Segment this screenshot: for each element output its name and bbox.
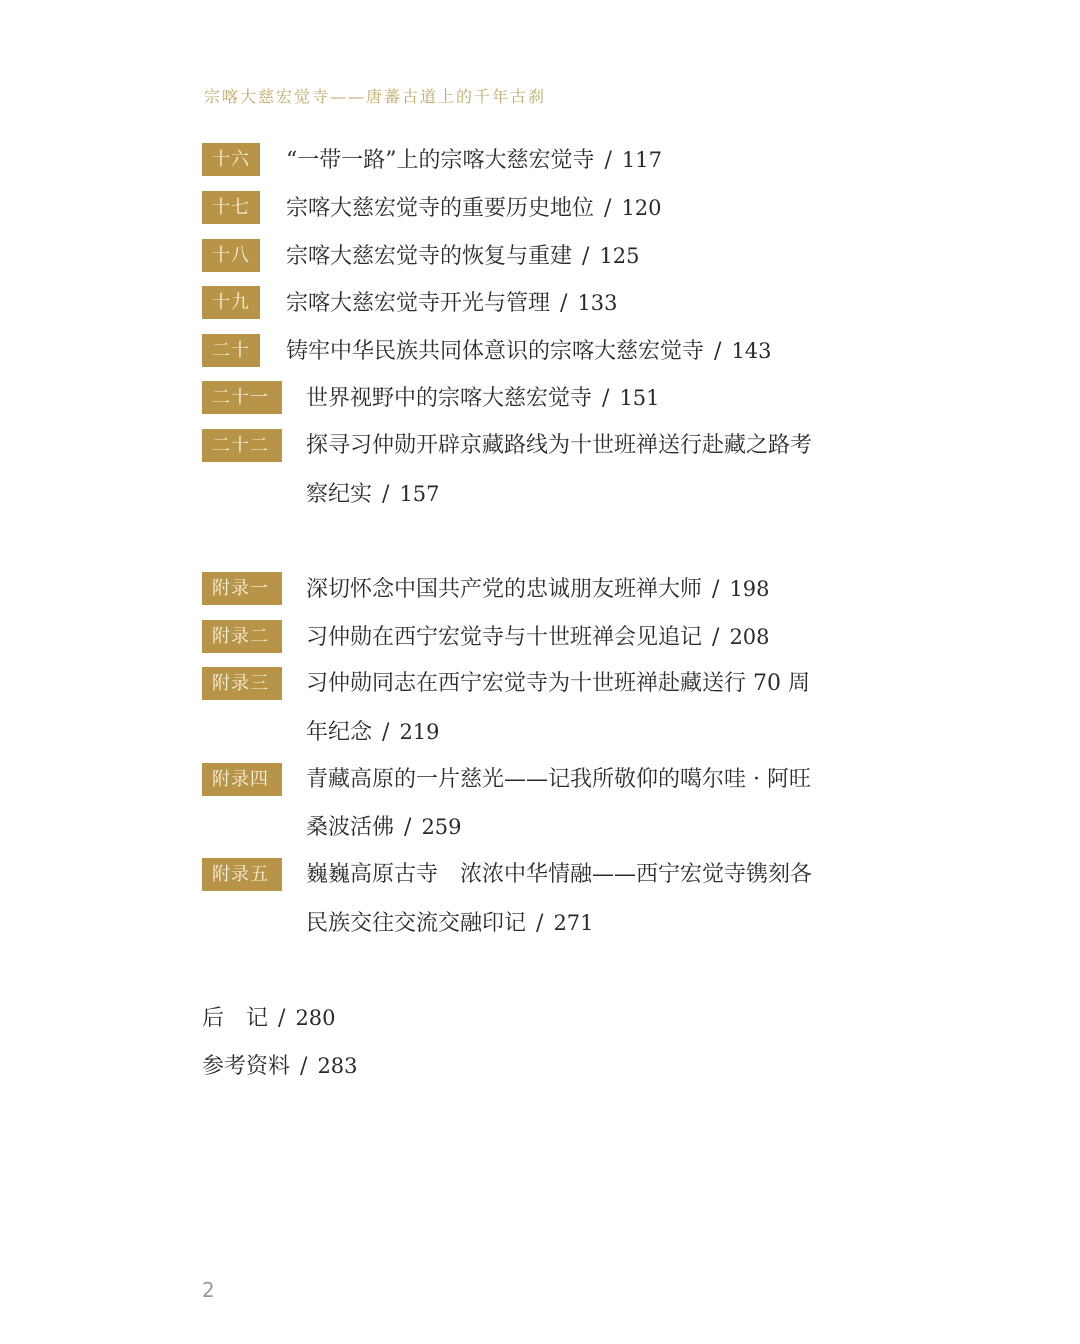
appendix-title: 习仲勋在西宁宏觉寺与十世班禅会见追记 / 208 <box>306 625 770 650</box>
page-number: 280 <box>295 1006 336 1030</box>
appendix-title: 青藏高原的一片慈光——记我所敬仰的噶尔哇 · 阿旺 <box>306 767 811 792</box>
appendix-tag: 附录四 <box>202 763 282 796</box>
chapter-number-tag: 二十 <box>202 334 260 367</box>
page-number: 143 <box>731 339 772 363</box>
page-number: 120 <box>621 196 662 220</box>
page-number: 283 <box>317 1054 358 1078</box>
folio-page-number: 2 <box>202 1278 215 1302</box>
appendix-title-continuation: 桑波活佛 / 259 <box>306 815 462 840</box>
toc-entry-references[interactable]: 参考资料 / 283 <box>202 1054 358 1079</box>
chapter-title: 探寻习仲勋开辟京藏路线为十世班禅送行赴藏之路考 <box>306 433 813 458</box>
appendix-tag: 附录三 <box>202 667 282 700</box>
page-number: 151 <box>619 386 660 410</box>
page-number: 133 <box>577 291 618 315</box>
toc-entry-appendix-4[interactable] <box>202 763 882 797</box>
toc-entry-chapter-16[interactable] <box>202 143 882 177</box>
page-number: 157 <box>399 482 440 506</box>
chapter-title: 宗喀大慈宏觉寺的重要历史地位 / 120 <box>286 196 662 221</box>
page-number: 259 <box>421 815 462 839</box>
toc-entry-afterword[interactable]: 后 记 / 280 <box>202 1006 336 1031</box>
running-header: 宗喀大慈宏觉寺——唐蕃古道上的千年古刹 <box>204 87 547 106</box>
chapter-number-tag: 十七 <box>202 191 260 224</box>
appendix-tag: 附录二 <box>202 620 282 653</box>
appendix-title-continuation: 年纪念 / 219 <box>306 720 440 745</box>
page-number: 125 <box>599 244 640 268</box>
page-number: 208 <box>729 625 770 649</box>
appendix-tag: 附录一 <box>202 572 282 605</box>
toc-entry-appendix-5[interactable] <box>202 858 882 892</box>
page-number: 117 <box>621 148 663 172</box>
appendix-title-continuation: 民族交往交流交融印记 / 271 <box>306 911 594 936</box>
page-number: 219 <box>399 720 440 744</box>
toc-entry-chapter-18[interactable] <box>202 239 882 273</box>
page-number: 271 <box>553 911 594 935</box>
chapter-title-continuation: 察纪实 / 157 <box>306 482 440 507</box>
toc-entry-chapter-17[interactable] <box>202 191 882 225</box>
toc-entry-appendix-2[interactable] <box>202 620 882 654</box>
chapter-number-tag: 十八 <box>202 239 260 272</box>
chapter-number-tag: 十九 <box>202 286 260 319</box>
appendix-title: 巍巍高原古寺 浓浓中华情融——西宁宏觉寺镌刻各 <box>306 862 813 887</box>
toc-entry-appendix-1[interactable] <box>202 572 882 606</box>
chapter-title: “一带一路”上的宗喀大慈宏觉寺 / 117 <box>286 148 663 173</box>
toc-entry-appendix-3[interactable] <box>202 667 882 701</box>
appendix-title: 习仲勋同志在西宁宏觉寺为十世班禅赴藏送行 70 周 <box>306 671 810 696</box>
page-number: 198 <box>729 577 770 601</box>
toc-entry-chapter-19[interactable] <box>202 286 882 320</box>
chapter-title: 宗喀大慈宏觉寺的恢复与重建 / 125 <box>286 244 640 269</box>
toc-entry-chapter-20[interactable] <box>202 334 882 368</box>
chapter-number-tag: 二十二 <box>202 429 282 462</box>
chapter-title: 铸牢中华民族共同体意识的宗喀大慈宏觉寺 / 143 <box>286 339 772 364</box>
chapter-number-tag: 十六 <box>202 143 260 176</box>
appendix-tag: 附录五 <box>202 858 282 891</box>
chapter-number-tag: 二十一 <box>202 381 282 414</box>
chapter-title: 宗喀大慈宏觉寺开光与管理 / 133 <box>286 291 618 316</box>
toc-entry-chapter-21[interactable] <box>202 381 882 415</box>
appendix-title: 深切怀念中国共产党的忠诚朋友班禅大师 / 198 <box>306 577 770 602</box>
toc-entry-chapter-22[interactable] <box>202 429 882 463</box>
chapter-title: 世界视野中的宗喀大慈宏觉寺 / 151 <box>306 386 660 411</box>
